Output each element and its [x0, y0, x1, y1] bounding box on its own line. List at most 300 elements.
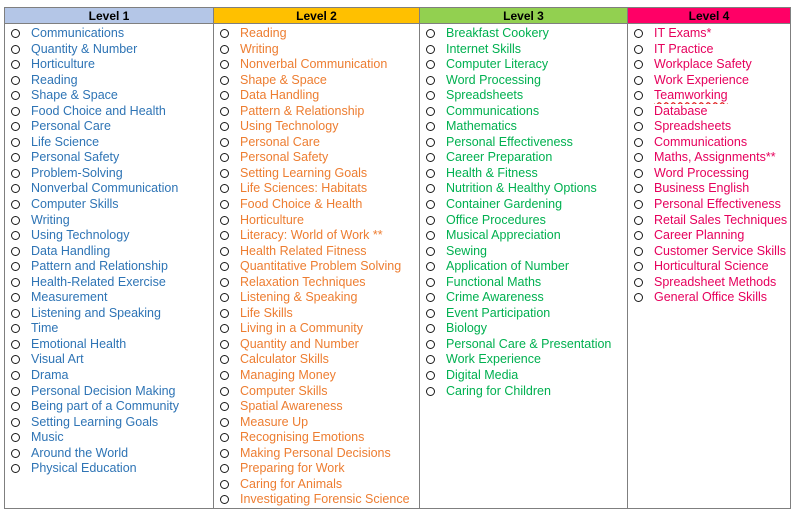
list-item	[11, 181, 213, 197]
item-label: Time	[31, 321, 59, 336]
list-item	[426, 166, 627, 182]
circle-bullet-icon	[11, 60, 20, 69]
list-item	[426, 352, 627, 368]
circle-bullet-icon	[11, 324, 20, 333]
list-item	[426, 135, 627, 151]
item-label: Business English	[654, 181, 750, 196]
circle-bullet-icon	[634, 247, 643, 256]
item-label: Food Choice & Health	[240, 197, 363, 212]
list-item	[220, 446, 419, 462]
body-row	[5, 24, 791, 509]
circle-bullet-icon	[220, 169, 229, 178]
item-label: Office Procedures	[446, 212, 546, 227]
circle-bullet-icon	[11, 371, 20, 380]
circle-bullet-icon	[220, 216, 229, 225]
circle-bullet-icon	[426, 76, 435, 85]
item-label: Writing	[31, 212, 70, 227]
item-label: Work Experience	[446, 352, 541, 367]
list-item	[634, 275, 790, 291]
item-label: Measure Up	[240, 414, 309, 429]
circle-bullet-icon	[426, 387, 435, 396]
circle-bullet-icon	[220, 262, 229, 271]
circle-bullet-icon	[11, 293, 20, 302]
item-label: Data Handling	[240, 88, 320, 103]
circle-bullet-icon	[220, 293, 229, 302]
level-4-header: Level 4	[628, 8, 791, 24]
circle-bullet-icon	[426, 60, 435, 69]
item-label: Musical Appreciation	[446, 228, 561, 243]
circle-bullet-icon	[220, 464, 229, 473]
list-item	[426, 384, 627, 400]
item-label: Work Experience	[654, 72, 749, 87]
circle-bullet-icon	[220, 76, 229, 85]
circle-bullet-icon	[11, 184, 20, 193]
list-item	[426, 150, 627, 166]
item-label: Investigating Forensic Science	[240, 492, 410, 507]
item-label: Shape & Space	[240, 72, 327, 87]
item-label: Horticultural Science	[654, 259, 769, 274]
item-label: Mathematics	[446, 119, 517, 134]
circle-bullet-icon	[634, 231, 643, 240]
item-label: Word Processing	[654, 165, 749, 180]
item-label: Problem-Solving	[31, 165, 123, 180]
item-label: Physical Education	[31, 461, 137, 476]
list-item	[634, 26, 790, 42]
circle-bullet-icon	[634, 293, 643, 302]
circle-bullet-icon	[426, 138, 435, 147]
item-label: Communications	[446, 103, 540, 118]
list-item	[220, 73, 419, 89]
item-label: Communications	[31, 26, 125, 40]
circle-bullet-icon	[11, 247, 20, 256]
circle-bullet-icon	[11, 216, 20, 225]
level-3-column	[420, 24, 628, 509]
circle-bullet-icon	[11, 169, 20, 178]
circle-bullet-icon	[220, 309, 229, 318]
list-item	[426, 104, 627, 120]
item-label: Computer Literacy	[446, 57, 549, 72]
list-item	[220, 306, 419, 322]
circle-bullet-icon	[220, 184, 229, 193]
item-label: Shape & Space	[31, 88, 118, 103]
circle-bullet-icon	[220, 278, 229, 287]
circle-bullet-icon	[634, 184, 643, 193]
item-label: Spreadsheets	[446, 88, 524, 103]
circle-bullet-icon	[11, 418, 20, 427]
list-item	[11, 228, 213, 244]
item-label: Writing	[240, 41, 279, 56]
circle-bullet-icon	[11, 45, 20, 54]
circle-bullet-icon	[634, 29, 643, 38]
circle-bullet-icon	[426, 169, 435, 178]
item-label: Maths, Assignments**	[654, 150, 776, 165]
circle-bullet-icon	[220, 340, 229, 349]
level-2-list	[214, 24, 419, 508]
item-label: Personal Care	[240, 134, 320, 149]
list-item	[220, 399, 419, 415]
list-item	[220, 166, 419, 182]
circle-bullet-icon	[426, 231, 435, 240]
circle-bullet-icon	[634, 76, 643, 85]
item-label: Spreadsheet Methods	[654, 274, 777, 289]
list-item	[634, 228, 790, 244]
list-item	[11, 352, 213, 368]
circle-bullet-icon	[426, 216, 435, 225]
list-item	[220, 135, 419, 151]
list-item	[220, 461, 419, 477]
circle-bullet-icon	[11, 433, 20, 442]
item-label: Computer Skills	[240, 383, 328, 398]
circle-bullet-icon	[634, 278, 643, 287]
list-item	[426, 368, 627, 384]
item-label: Reading	[31, 72, 78, 87]
item-label: Using Technology	[240, 119, 339, 134]
item-label: Managing Money	[240, 368, 336, 383]
item-label: Personal Care	[31, 119, 111, 134]
list-item	[220, 244, 419, 260]
level-1-list	[5, 24, 213, 477]
circle-bullet-icon	[220, 122, 229, 131]
item-label: Teamworking	[654, 88, 728, 103]
item-label: Around the World	[31, 445, 129, 460]
circle-bullet-icon	[220, 107, 229, 116]
circle-bullet-icon	[11, 138, 20, 147]
list-item	[220, 477, 419, 493]
list-item	[634, 213, 790, 229]
list-item	[11, 415, 213, 431]
level-1-column	[5, 24, 214, 509]
circle-bullet-icon	[634, 262, 643, 271]
list-item	[220, 42, 419, 58]
circle-bullet-icon	[426, 262, 435, 271]
list-item	[426, 290, 627, 306]
list-item	[634, 259, 790, 275]
circle-bullet-icon	[634, 153, 643, 162]
circle-bullet-icon	[426, 309, 435, 318]
item-label: Literacy: World of Work **	[240, 228, 383, 243]
item-label: Setting Learning Goals	[31, 414, 159, 429]
item-label: Listening & Speaking	[240, 290, 358, 305]
circle-bullet-icon	[220, 60, 229, 69]
list-item	[11, 119, 213, 135]
circle-bullet-icon	[220, 91, 229, 100]
list-item	[426, 181, 627, 197]
list-item	[11, 213, 213, 229]
list-item	[426, 275, 627, 291]
level-4-list	[628, 24, 790, 306]
circle-bullet-icon	[220, 231, 229, 240]
list-item	[220, 104, 419, 120]
circle-bullet-icon	[11, 231, 20, 240]
circle-bullet-icon	[426, 107, 435, 116]
circle-bullet-icon	[634, 122, 643, 131]
item-label: Health Related Fitness	[240, 243, 367, 258]
circle-bullet-icon	[11, 153, 20, 162]
list-item	[426, 119, 627, 135]
circle-bullet-icon	[11, 29, 20, 38]
list-item	[11, 446, 213, 462]
item-label: Customer Service Skills	[654, 243, 786, 258]
circle-bullet-icon	[220, 371, 229, 380]
list-item	[426, 306, 627, 322]
list-item	[634, 244, 790, 260]
item-label: Personal Safety	[31, 150, 120, 165]
list-item	[426, 26, 627, 42]
item-label: Caring for Children	[446, 383, 551, 398]
list-item	[220, 430, 419, 446]
circle-bullet-icon	[220, 418, 229, 427]
item-label: Health-Related Exercise	[31, 274, 166, 289]
circle-bullet-icon	[11, 402, 20, 411]
list-item	[11, 244, 213, 260]
item-label: Functional Maths	[446, 274, 542, 289]
circle-bullet-icon	[11, 355, 20, 364]
circle-bullet-icon	[426, 29, 435, 38]
item-label: Measurement	[31, 290, 108, 305]
list-item	[220, 150, 419, 166]
circle-bullet-icon	[220, 247, 229, 256]
list-item	[220, 57, 419, 73]
list-item	[11, 368, 213, 384]
item-label: Communications	[654, 134, 748, 149]
item-label: Quantity and Number	[240, 336, 359, 351]
item-label: Food Choice and Health	[31, 103, 166, 118]
list-item	[634, 104, 790, 120]
list-item	[634, 135, 790, 151]
level-2-column	[214, 24, 420, 509]
circle-bullet-icon	[634, 169, 643, 178]
item-label: Music	[31, 430, 64, 445]
list-item	[220, 259, 419, 275]
list-item	[634, 57, 790, 73]
item-label: Using Technology	[31, 228, 130, 243]
item-label: Preparing for Work	[240, 461, 345, 476]
item-label: Spreadsheets	[654, 119, 732, 134]
item-label: Crime Awareness	[446, 290, 544, 305]
item-label: Life Sciences: Habitats	[240, 181, 368, 196]
list-item	[220, 368, 419, 384]
item-label: Living in a Community	[240, 321, 363, 336]
list-item	[220, 228, 419, 244]
circle-bullet-icon	[220, 45, 229, 54]
circle-bullet-icon	[220, 355, 229, 364]
item-label: Spatial Awareness	[240, 399, 343, 414]
list-item	[634, 42, 790, 58]
item-label: Visual Art	[31, 352, 84, 367]
item-label: IT Practice	[654, 41, 714, 56]
header-row	[5, 8, 791, 24]
list-item	[220, 337, 419, 353]
list-item	[11, 461, 213, 477]
circle-bullet-icon	[220, 387, 229, 396]
circle-bullet-icon	[11, 200, 20, 209]
item-label: Personal Effectiveness	[446, 134, 573, 149]
circle-bullet-icon	[426, 91, 435, 100]
circle-bullet-icon	[426, 122, 435, 131]
list-item	[11, 384, 213, 400]
item-label: Being part of a Community	[31, 399, 179, 414]
circle-bullet-icon	[634, 216, 643, 225]
item-label: Pattern and Relationship	[31, 259, 168, 274]
circle-bullet-icon	[220, 495, 229, 504]
circle-bullet-icon	[11, 122, 20, 131]
circle-bullet-icon	[11, 278, 20, 287]
item-label: Nutrition & Healthy Options	[446, 181, 597, 196]
level-4-column	[628, 24, 791, 509]
item-label: Recognising Emotions	[240, 430, 365, 445]
list-item	[11, 275, 213, 291]
circle-bullet-icon	[426, 153, 435, 162]
item-label: Retail Sales Techniques	[654, 212, 788, 227]
item-label: General Office Skills	[654, 290, 768, 305]
list-item	[220, 415, 419, 431]
circle-bullet-icon	[426, 184, 435, 193]
list-item	[634, 197, 790, 213]
levels-table	[4, 7, 791, 509]
item-label: Computer Skills	[31, 197, 119, 212]
circle-bullet-icon	[634, 138, 643, 147]
item-label: Application of Number	[446, 259, 569, 274]
list-item	[220, 275, 419, 291]
item-label: Horticulture	[31, 57, 95, 72]
item-label: Career Preparation	[446, 150, 553, 165]
circle-bullet-icon	[220, 153, 229, 162]
item-label: Health & Fitness	[446, 165, 538, 180]
list-item	[426, 337, 627, 353]
circle-bullet-icon	[634, 91, 643, 100]
list-item	[11, 42, 213, 58]
circle-bullet-icon	[11, 309, 20, 318]
circle-bullet-icon	[426, 278, 435, 287]
list-item	[426, 228, 627, 244]
circle-bullet-icon	[11, 464, 20, 473]
item-label: Personal Decision Making	[31, 383, 176, 398]
list-item	[426, 197, 627, 213]
circle-bullet-icon	[634, 107, 643, 116]
list-item	[634, 166, 790, 182]
list-item	[11, 150, 213, 166]
item-label: Caring for Animals	[240, 476, 343, 491]
circle-bullet-icon	[634, 45, 643, 54]
item-label: Nonverbal Communication	[240, 57, 388, 72]
list-item	[11, 135, 213, 151]
item-label: Event Participation	[446, 305, 551, 320]
list-item	[426, 213, 627, 229]
list-item	[220, 181, 419, 197]
circle-bullet-icon	[11, 107, 20, 116]
item-label: Calculator Skills	[240, 352, 329, 367]
circle-bullet-icon	[220, 433, 229, 442]
list-item	[220, 321, 419, 337]
circle-bullet-icon	[426, 324, 435, 333]
circle-bullet-icon	[11, 262, 20, 271]
circle-bullet-icon	[426, 247, 435, 256]
list-item	[11, 73, 213, 89]
list-item	[220, 26, 419, 42]
list-item	[220, 88, 419, 104]
circle-bullet-icon	[220, 449, 229, 458]
item-label: Quantitative Problem Solving	[240, 259, 402, 274]
list-item	[634, 119, 790, 135]
list-item	[426, 57, 627, 73]
list-item	[426, 244, 627, 260]
circle-bullet-icon	[426, 45, 435, 54]
item-label: Data Handling	[31, 243, 111, 258]
list-item	[220, 384, 419, 400]
item-label: Breakfast Cookery	[446, 26, 549, 40]
list-item	[634, 290, 790, 306]
circle-bullet-icon	[426, 340, 435, 349]
list-item	[11, 399, 213, 415]
list-item	[11, 290, 213, 306]
item-label: Word Processing	[446, 72, 541, 87]
list-item	[426, 73, 627, 89]
list-item	[426, 321, 627, 337]
circle-bullet-icon	[426, 355, 435, 364]
list-item	[220, 352, 419, 368]
circle-bullet-icon	[11, 91, 20, 100]
list-item	[634, 150, 790, 166]
circle-bullet-icon	[11, 449, 20, 458]
item-label: Emotional Health	[31, 336, 127, 351]
item-label: Listening and Speaking	[31, 305, 161, 320]
item-label: Horticulture	[240, 212, 304, 227]
list-item	[11, 430, 213, 446]
item-label: Pattern & Relationship	[240, 103, 365, 118]
list-item	[634, 181, 790, 197]
list-item	[11, 104, 213, 120]
item-label: Personal Safety	[240, 150, 329, 165]
list-item	[11, 306, 213, 322]
item-label: Workplace Safety	[654, 57, 752, 72]
list-item	[634, 73, 790, 89]
list-item	[220, 197, 419, 213]
circle-bullet-icon	[426, 371, 435, 380]
list-item	[11, 337, 213, 353]
list-item	[426, 42, 627, 58]
list-item	[426, 259, 627, 275]
level-1-header: Level 1	[5, 8, 214, 24]
list-item	[220, 213, 419, 229]
circle-bullet-icon	[11, 387, 20, 396]
item-label: Digital Media	[446, 368, 519, 383]
item-label: Container Gardening	[446, 197, 563, 212]
circle-bullet-icon	[220, 200, 229, 209]
item-label: Biology	[446, 321, 487, 336]
list-item	[220, 492, 419, 508]
item-label: IT Exams*	[654, 26, 712, 40]
list-item	[426, 88, 627, 104]
circle-bullet-icon	[220, 324, 229, 333]
item-label: Making Personal Decisions	[240, 445, 391, 460]
item-label: Personal Effectiveness	[654, 197, 781, 212]
level-2-header: Level 2	[214, 8, 420, 24]
circle-bullet-icon	[634, 60, 643, 69]
circle-bullet-icon	[634, 200, 643, 209]
item-label: Nonverbal Communication	[31, 181, 179, 196]
circle-bullet-icon	[220, 402, 229, 411]
item-label: Life Skills	[240, 305, 293, 320]
level-3-list	[420, 24, 627, 399]
item-label: Sewing	[446, 243, 487, 258]
item-label: Relaxation Techniques	[240, 274, 366, 289]
item-label: Drama	[31, 368, 69, 383]
list-item	[220, 290, 419, 306]
circle-bullet-icon	[426, 200, 435, 209]
item-label: Setting Learning Goals	[240, 165, 368, 180]
list-item	[11, 197, 213, 213]
list-item	[11, 57, 213, 73]
